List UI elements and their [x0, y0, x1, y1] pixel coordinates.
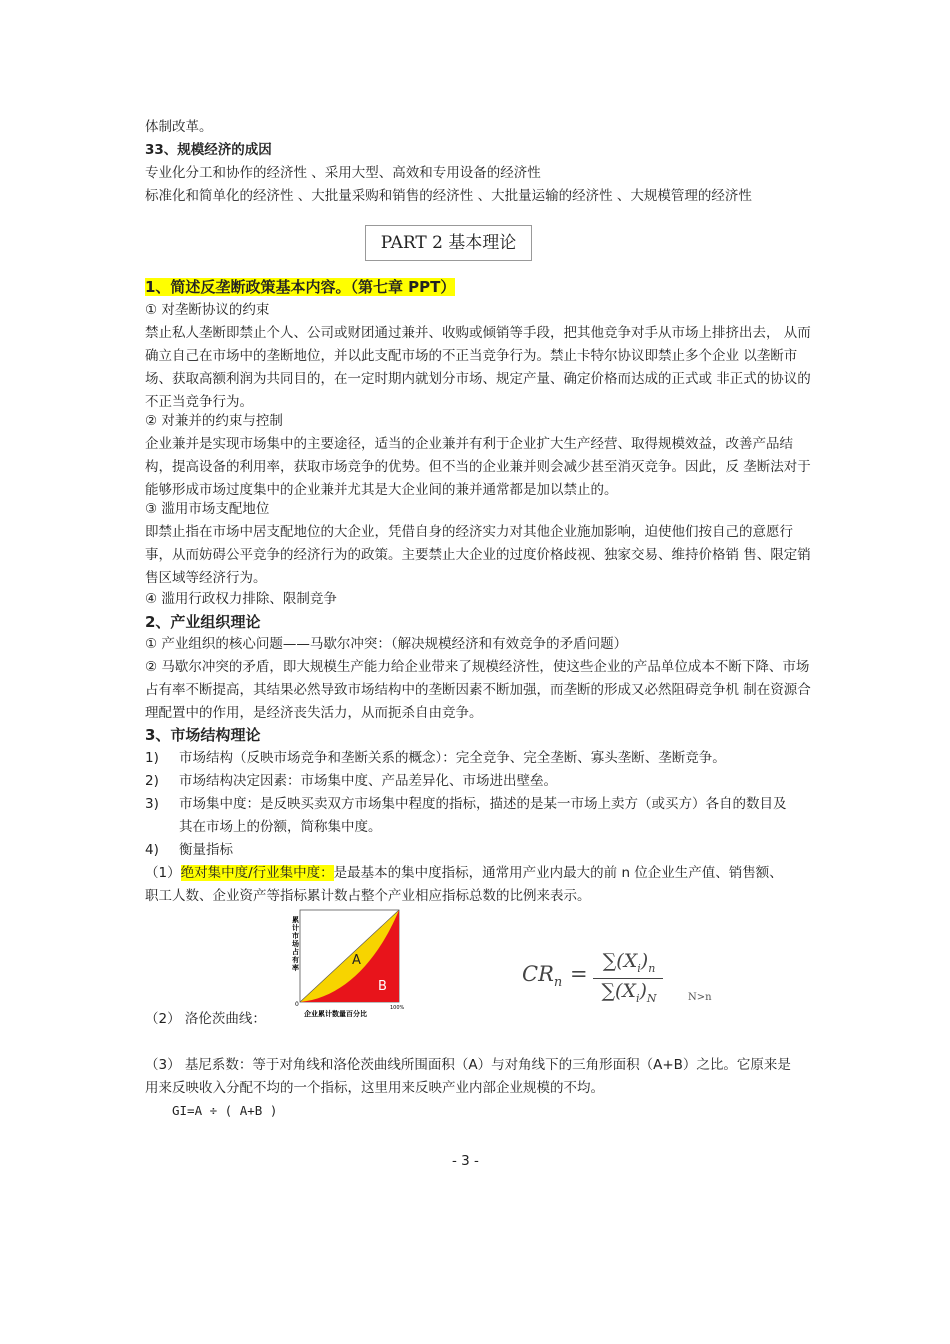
- y-axis-label: 累计市场占有率: [292, 916, 299, 972]
- area-b-label: B: [378, 979, 387, 994]
- item-title: ③ 滥用市场支配地位: [145, 501, 270, 517]
- area-a-label: A: [352, 953, 361, 968]
- item-title: ① 对垄断协议的约束: [145, 302, 270, 318]
- list-item-continued: 其在市场上的份额，简称集中度。: [179, 819, 382, 835]
- paragraph: ② 马歇尔冲突的矛盾，即大规模生产能力给企业带来了规模经济性，使这些企业的产品单位成本不断下降、市场占有率不断提高，其结果必然导致市场结构中的垄断因素不断加强，而垄断的形成又必然阻碍竞争机 制在资源合理配置中的作用，是经济丧失活力，从而扼杀自由竞争。: [145, 659, 811, 721]
- list-item: 2) 市场结构决定因素：市场集中度、产品差异化、市场进出壁垒。: [145, 773, 557, 789]
- measure-line: （2） 洛伦茨曲线：: [145, 1011, 266, 1027]
- measure-line: （1）绝对集中度/行业集中度：是最基本的集中度指标，通常用产业内最大的前 n 位企业生产值、销售额、: [145, 865, 783, 881]
- highlighted-term: 绝对集中度/行业集中度：: [180, 865, 334, 881]
- fraction-bar: [593, 978, 663, 979]
- x-axis-label: 企业累计数量百分比: [304, 1010, 367, 1018]
- cr-formula-numerator: $\sum(X_i)_n$: [602, 950, 656, 975]
- list-item: 3) 市场集中度：是反映买卖双方市场集中程度的指标，描述的是某一市场上卖方（或买方）各自的数目及: [145, 796, 787, 812]
- text-line: 体制改革。: [145, 119, 213, 135]
- text-line: ① 产业组织的核心问题——马歇尔冲突：（解决规模经济和有效竞争的矛盾问题）: [145, 636, 628, 652]
- section-heading: 2、产业组织理论: [145, 613, 261, 631]
- text-line: 用来反映收入分配不均的一个指标，这里用来反映产业内部企业规模的不均。: [145, 1080, 604, 1096]
- cr-formula-eq: =: [570, 962, 588, 986]
- subheading: 33、规模经济的成因: [145, 142, 272, 158]
- gini-formula: GI=A ÷ ( A+B ): [172, 1103, 278, 1118]
- lorenz-curve-figure: [282, 908, 412, 1020]
- cr-formula-denominator: $\sum(X_i)_N$: [601, 980, 657, 1005]
- item-title: ④ 滥用行政权力排除、限制竞争: [145, 591, 337, 607]
- list-item: 4) 衡量指标: [145, 842, 233, 858]
- part-title-box: PART 2 基本理论: [365, 225, 532, 261]
- page-number: - 3 -: [452, 1153, 479, 1169]
- x-max-label: 100%: [390, 1005, 405, 1011]
- paragraph: 禁止私人垄断即禁止个人、公司或财团通过兼并、收购或倾销等手段，把其他竞争对手从市场上排挤出去， 从而确立自己在市场中的垄断地位，并以此支配市场的不正当竞争行为。禁止卡特尔协议即禁止多个企业 以垄断市场、获取高额利润为共同目的，在一定时期内就划分市场、规定产量、确定价格而达成的正式或 非正式的协议的不正当竞争行为。: [145, 325, 811, 410]
- origin-label: 0: [295, 1001, 299, 1008]
- measure-line: （3） 基尼系数：等于对角线和洛伦茨曲线所围面积（A）与对角线下的三角形面积（A+B）之比。它原来是: [145, 1057, 791, 1073]
- text-line: 专业化分工和协作的经济性 、采用大型、高效和专用设备的经济性: [145, 165, 541, 181]
- text-line: 职工人数、企业资产等指标累计数占整个产业相应指标总数的比例来表示。: [145, 888, 591, 904]
- cr-formula-lhs: $CR_n$: [522, 962, 563, 991]
- formula-note: N>n: [688, 992, 712, 1003]
- paragraph: 即禁止指在市场中居支配地位的大企业，凭借自身的经济实力对其他企业施加影响，迫使他们按自己的意愿行事，从而妨碍公平竞争的经济行为的政策。主要禁止大企业的过度价格歧视、独家交易、维持价格销 售、限定销售区域等经济行为。: [145, 524, 811, 586]
- text-line: 标准化和简单化的经济性 、大批量采购和销售的经济性 、大批量运输的经济性 、大规模管理的经济性: [145, 188, 752, 204]
- list-item: 1) 市场结构（反映市场竞争和垄断关系的概念）：完全竞争、完全垄断、寡头垄断、垄断竞争。: [145, 750, 726, 766]
- highlighted-heading: 1、简述反垄断政策基本内容。（第七章 PPT）: [145, 278, 456, 296]
- item-title: ② 对兼并的约束与控制: [145, 413, 283, 429]
- paragraph: 企业兼并是实现市场集中的主要途径，适当的企业兼并有利于企业扩大生产经营、取得规模效益，改善产品结构，提高设备的利用率，获取市场竞争的优势。但不当的企业兼并则会减少甚至消灭竞争。因此，反 垄断法对于能够形成市场过度集中的企业兼并尤其是大企业间的兼并通常都是加以禁止的。: [145, 436, 811, 498]
- section-heading: [145, 275, 455, 299]
- section-heading: 3、市场结构理论: [145, 726, 261, 744]
